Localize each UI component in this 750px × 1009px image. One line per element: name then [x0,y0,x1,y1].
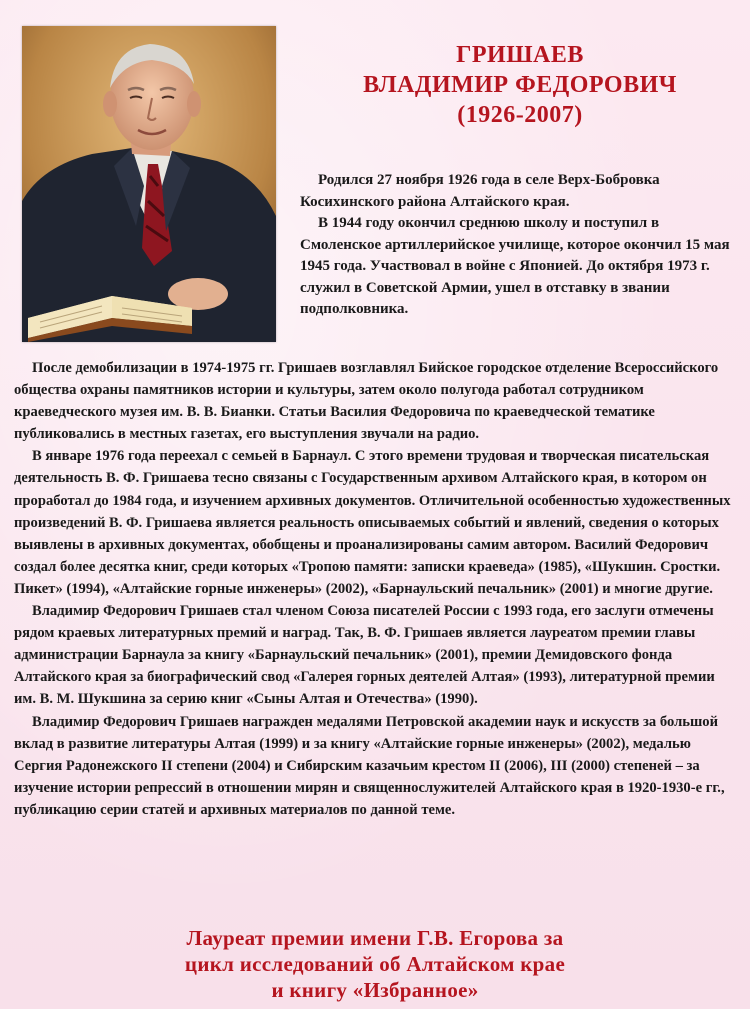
person-title [300,40,740,130]
body-paragraph: В январе 1976 года переехал с семьей в Барнаул. С этого времени трудовая и творческая писательская деятельность В. Ф. Гришаева тесно связаны с Государственным архивом Алтайского края, в котором он проработал до 1984 года, и изучением архивных документов. Отличительной особенностью художественных произведений В. Ф. Гришаева является реальность описываемых событий и явлений, сведения о которых выявлены в архивных документах, обобщены и проанализированы самим автором. Василий Федорович создал более десятка книг, среди которых «Тропою памяти: записки краеведа» (1985), «Шукшин. Сростки. Пикет» (1994), «Алтайские горные инженеры» (2002), «Барнаульский печальник» (2001) и многие другие. [14,448,731,597]
award-line: и книгу «Избранное» [271,978,479,1002]
surname-heading: ГРИШАЕВ [456,42,584,68]
intro-text [300,170,736,321]
award-line: Лауреат премии имени Г.В. Егорова за [186,926,564,950]
intro-paragraph: В 1944 году окончил среднюю школу и поступил в Смоленское артиллерийское училище, которое окончил 15 мая 1945 года. Участвовал в войне с Японией. До октября 1973 г. служил в Советской Армии, ушел в отставку в звании подполковника. [300,215,730,317]
body-paragraph: Владимир Федорович Гришаев награжден медалями Петровской академии наук и искусств за большой вклад в развитие литературы Алтая (1999) и за книгу «Алтайские горные инженеры» (2002), медалью Сергия Радонежского II степени (2004) и Сибирским казачьим крестом II (2006), III (2000) степеней – за изучение истории репрессий в отношении мирян и священнослужителей Алтайского края в 1920-1930-е гг., публикацию серии статей и архивных материалов по данной теме. [14,713,725,818]
body-paragraph: После демобилизации в 1974-1975 гг. Гришаев возглавлял Бийское городское отделение Всероссийского общества охраны памятников истории и культуры, затем около полугода работал сотрудником краеведческого музея им. В. В. Бианки. Статьи Василия Федоровича по краеведческой тематике публиковались в местных газетах, его выступления звучали на радио. [14,360,719,443]
portrait-photo [22,26,276,342]
award-line: цикл исследований об Алтайском крае [184,952,566,976]
full-name-heading: ВЛАДИМИР ФЕДОРОВИЧ [363,72,677,98]
intro-paragraph: Родился 27 ноября 1926 года в селе Верх-Бобровка Косихинского района Алтайского края. [300,172,660,210]
body-paragraph: Владимир Федорович Гришаев стал членом Союза писателей России с 1993 года, его заслуги отмечены рядом краевых литературных премий и наград. Так, В. Ф. Гришаев является лауреатом премии главы администрации Барнаула за книгу «Барнаульский печальник» (2001), премии Демидовского фонда Алтайского края за биографический свод «Галерея горных деятелей Алтая» (1993), литературной премии им. В. М. Шукшина за серию книг «Сыны Алтая и Отечества» (1990). [14,603,715,708]
life-years: (1926-2007) [457,102,583,128]
award-footer [0,925,750,1003]
biography-text [14,357,734,821]
